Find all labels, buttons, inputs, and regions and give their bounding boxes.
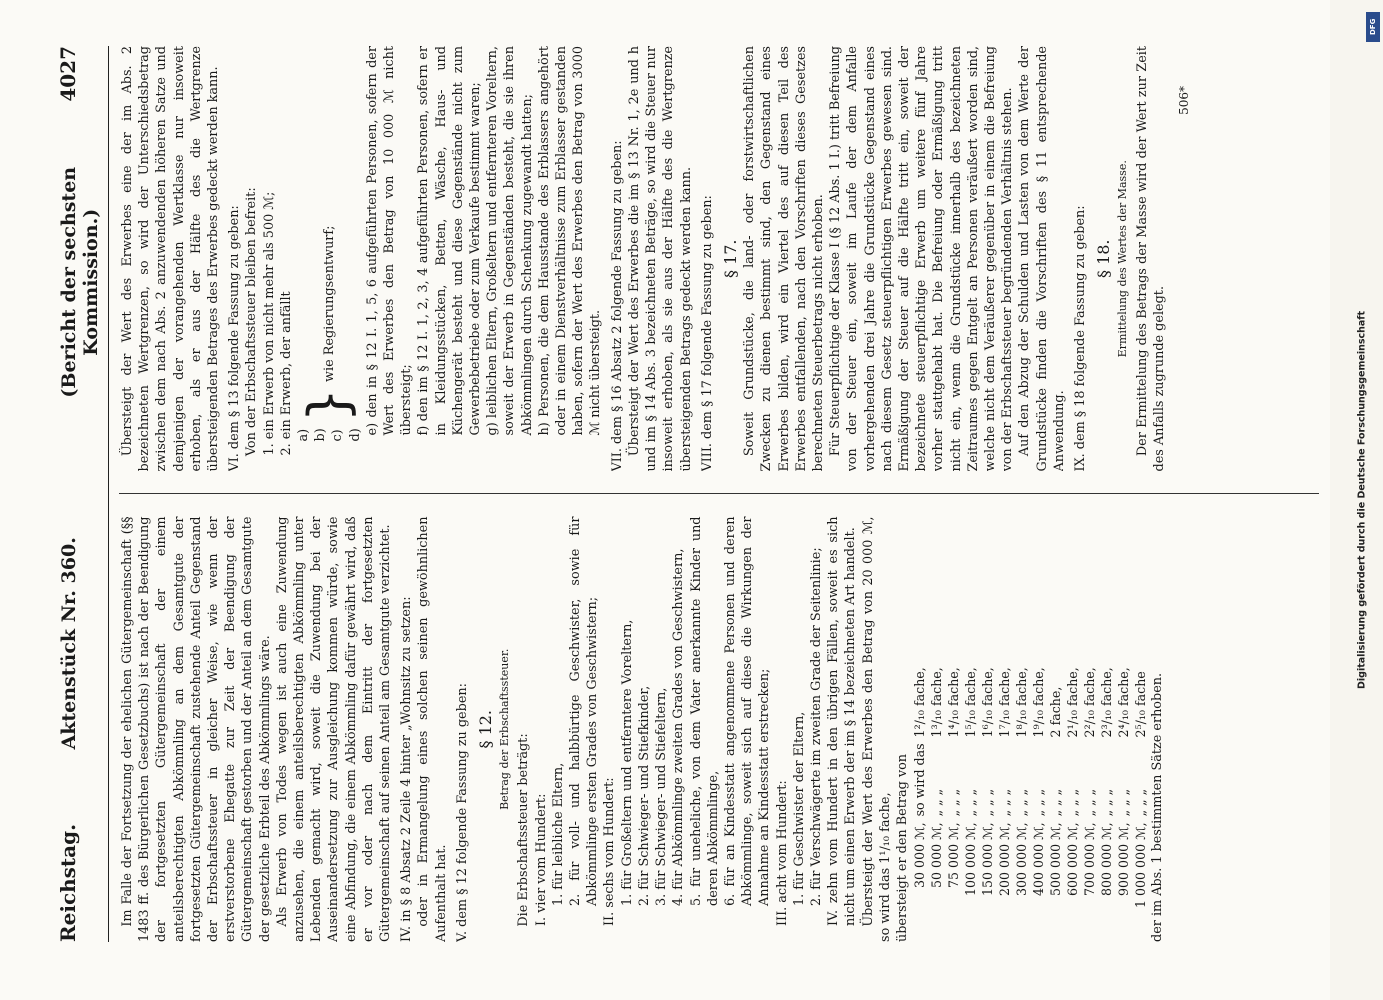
list-item: 4. für Abkömmlinge zweiten Grades von Geschwistern,	[671, 548, 687, 906]
list-letter: c)	[330, 429, 346, 442]
left-column	[119, 517, 1319, 943]
header-middle: Aktenstück Nr. 360.	[58, 537, 80, 750]
rate-row	[1132, 661, 1149, 908]
rate-cell: 2¹/₁₀ fache,	[1065, 667, 1081, 738]
rate-cell: 700 000 ℳ,	[1082, 822, 1098, 896]
list-item: 1. ein Erwerb von nicht mehr als 500 ℳ;	[261, 191, 277, 456]
brace-text: wie Regierungsentwurf;	[321, 225, 337, 382]
paragraph-number: § 18.	[1094, 239, 1114, 279]
rate-row	[945, 661, 962, 908]
page-header	[56, 46, 109, 942]
paragraph: übersteigt er den Betrag von	[894, 753, 910, 942]
rate-cell: 1⁷/₁₀ fache,	[997, 667, 1013, 738]
list-item: f) den im § 12 I. 1, 2, 3, 4 aufgeführten Personen, sofern er in Kleidungsstücken, Betten, Wäsche, Haus- und Küchengerät besteht und diese Gegenstände nicht zum Gewerbebetriebe oder zum Verkaufe bestimmt waren;	[416, 46, 484, 436]
rate-row	[979, 661, 996, 908]
list-letter: a)	[296, 428, 312, 442]
paragraph: Auf den Abzug der Schulden und Lasten von dem Werte der Grundstücke finden die Vorschriften des § 11 entsprechende Anwendung.	[1017, 46, 1067, 472]
rate-cell: 200 000 ℳ,	[997, 822, 1013, 896]
paragraph-title: Ermittelung des Wertes der Masse.	[1116, 160, 1130, 358]
rate-cell: 30 000 ℳ,	[912, 822, 928, 888]
paragraph: Von der Erbschaftssteuer bleiben befreit:	[244, 187, 260, 457]
rate-cell: 800 000 ℳ,	[1099, 822, 1115, 896]
rate-cell: „ „ „	[1014, 788, 1030, 817]
paragraph: Übersteigt der Wert des Erwerbes den Betrag von 20 000 ℳ, so wird das 1¹/₁₀ fache,	[860, 516, 893, 942]
rate-row	[996, 661, 1013, 908]
rate-cell: „ „ „	[946, 788, 962, 817]
rate-row	[911, 661, 928, 908]
list-item: 3. für Schwieger- und Stiefeltern,	[654, 687, 670, 906]
list-heading: II. sechs vom Hundert:	[602, 777, 618, 926]
rate-cell: „ „ „	[1116, 788, 1132, 817]
column-divider	[119, 494, 1319, 495]
paragraph-number: § 12.	[476, 709, 496, 749]
paragraph: Als Erwerb von Todes wegen ist auch eine Zuwendung anzusehen, die einem anteilsberechtigten Abkömmling unter Lebenden gemacht wird, soweit die Zuwendung bei der Auseinandersetzung zur Ausgleichung kommen würde, sowie eine Abfindung, die einem Abkömmling dafür gewährt wird, daß er vor oder nach dem Eintritt der fortgesetzten Gütergemeinschaft auf seinen Anteil am Gesamtgute verzichtet.	[274, 516, 394, 942]
list-item: 2. für Verschwägerte im zweiten Grade der Seitenlinie;	[808, 547, 824, 906]
header-right-title: (Bericht der sechsten Kommission.)	[58, 166, 102, 398]
list-letter: d)	[347, 428, 363, 442]
list-item: 5. für uneheliche, von dem Vater anerkannte Kinder und deren Abkömmlinge,	[688, 516, 721, 906]
rate-row	[1098, 661, 1115, 908]
list-heading: IV. zehn vom Hundert in den übrigen Fällen, soweit es sich nicht um einen Erwerb der im § 14 bezeichneten Art handelt.	[826, 516, 859, 926]
paragraph: Die Erbschaftssteuer beträgt:	[516, 733, 532, 927]
list-item: 2. ein Erwerb, der anfällt	[278, 291, 294, 456]
rate-cell: 1⁹/₁₀ fache,	[1031, 667, 1047, 738]
rate-row	[962, 661, 979, 908]
rate-cell: 1⁴/₁₀ fache,	[946, 667, 962, 738]
rate-cell: „ „ „	[980, 788, 996, 817]
list-item: 2. für Schwieger- und Stiefkinder,	[636, 685, 652, 906]
rate-cell: „ „ „	[929, 788, 945, 817]
paragraph: Soweit Grundstücke, die land- oder forstwirtschaftlichen Zwecken zu dienen bestimmt sind, den Gegenstand eines Erwerbes bilden, wird ein Viertel des auf diesen Teil des Erwerbes entfallenden, nach den Vorschriften dieses Gesetzes berechneten Steuerbetrags nicht erhoben.	[742, 46, 826, 472]
list-heading: III. acht vom Hundert:	[774, 780, 790, 926]
dfg-logo: DFG	[1366, 12, 1380, 42]
rate-cell: 2⁴/₁₀ fache,	[1116, 667, 1132, 738]
paragraph: Übersteigt der Wert des Erwerbes eine der im Abs. 2 bezeichneten Wertgrenzen, so wird der Unterschiedsbetrag zwischen dem nach Abs. 2 anzuwendenden höheren Satze und demjenigen der vorangehenden Wertklasse nur insoweit erhoben, als er aus der Hälfte des die Wertgrenze übersteigenden Betrages des Erwerbes gedeckt werden kann.	[120, 46, 222, 472]
section-heading: V. dem § 12 folgende Fassung zu geben:	[454, 683, 470, 942]
rate-cell: 150 000 ℳ,	[980, 822, 996, 896]
header-left: Reichstag.	[56, 823, 80, 942]
section-heading: VII. dem § 16 Absatz 2 folgende Fassung zu geben:	[609, 140, 625, 472]
rate-cell: 900 000 ℳ,	[1116, 822, 1132, 896]
rate-row	[1064, 661, 1081, 908]
rate-cell: 1 000 000 ℳ,	[1133, 822, 1149, 908]
rate-cell: 600 000 ℳ,	[1065, 822, 1081, 896]
rate-row	[1030, 661, 1047, 908]
rate-cell: „ „ „	[997, 788, 1013, 817]
paragraph: der im Abs. 1 bestimmten Sätze erhoben.	[1150, 672, 1166, 942]
brace-group	[295, 46, 364, 472]
rate-cell: 300 000 ℳ,	[1014, 822, 1030, 896]
text-columns	[119, 46, 1319, 942]
rate-cell: 1⁶/₁₀ fache,	[980, 667, 996, 738]
list-item: 6. für an Kindesstatt angenommene Personen und deren Abkömmlinge, soweit sich auf diese die Wirkungen der Annahme an Kindesstatt erstrecken;	[722, 516, 773, 906]
brace-icon: }	[297, 387, 361, 423]
paragraph: Für Steuerpflichtige der Klasse I (§ 12 Abs. 1 I.) tritt Befreiung von der Steuer ein, soweit im Laufe der dem Anfalle vorhergehenden drei Jahre die Grundstücke Gegenstand eines nach diesem Gesetz steuerpflichtigen Erwerbes gewesen sind. Ermäßigung der Steuer auf die Hälfte tritt ein, soweit der bezeichnete steuerpflichtige Erwerb um weitere fünf Jahre vorher stattgehabt hat. Die Befreiung oder Ermäßigung tritt nicht ein, wenn die Grundstücke innerhalb des bezeichneten Zeitraumes gegen Entgelt an Personen veräußert worden sind, welche nicht dem Veräußerer gegenüber in einem die Befreiung von der Erbschaftssteuer begründenden Verhältnis stehen.	[828, 46, 1016, 472]
paragraph: oder in Ermangelung eines solchen seinen gewöhnlichen Aufenthalt hat.	[416, 516, 449, 942]
rate-cell: 75 000 ℳ,	[946, 822, 962, 888]
rate-cell: 50 000 ℳ,	[929, 822, 945, 888]
signature-mark: 506*	[1176, 86, 1191, 115]
rate-cell: „ „ „	[1065, 788, 1081, 817]
paragraph-number: § 17.	[720, 239, 740, 279]
rate-row	[1081, 661, 1098, 908]
rate-row	[1047, 661, 1064, 908]
list-item: h) Personen, die dem Hausstande des Erblassers angehört oder in einem Dienstverhältnisse zum Erblasser gestanden haben, sofern der Wert des Erwerbes den Betrag von 3000 ℳ nicht übersteigt.	[536, 46, 604, 436]
rate-cell: 2²/₁₀ fache,	[1082, 667, 1098, 738]
section-heading: IX. dem § 18 folgende Fassung zu geben:	[1072, 205, 1088, 472]
paragraph: Im Falle der Fortsetzung der ehelichen Gütergemeinschaft (§§ 1483 ff. des Bürgerlichen Gesetzbuchs) ist nach der Beendigung der fortgesetzten Gütergemeinschaft der einem anteilsberechtigten Abkömmling an dem Gesamtgute der fortgesetzten Gütergemeinschaft zustehende Anteil Gegenstand der Erbschaftssteuer in gleicher Weise, wie wenn der erstverstorbene Ehegatte zur Zeit der Beendigung der Gütergemeinschaft gestorben und der Anteil an dem Gesamtgute der gesetzliche Erbteil des Abkömmlings wäre.	[120, 516, 273, 942]
rate-cell: 100 000 ℳ,	[963, 822, 979, 896]
list-heading: I. vier vom Hundert:	[533, 793, 549, 926]
paragraph: Der Ermittelung des Betrags der Masse wird der Wert zur Zeit des Anfalls zugrunde gelegt.	[1134, 46, 1167, 472]
right-column	[119, 46, 1319, 472]
rate-cell: „ „ „	[1099, 788, 1115, 817]
section-heading: VIII. dem § 17 folgende Fassung zu geben:	[699, 195, 715, 472]
rate-row	[1013, 661, 1030, 908]
section-heading: VI. dem § 13 folgende Fassung zu geben:	[227, 205, 243, 472]
rate-cell: so wird das	[912, 743, 928, 817]
list-item: e) den in § 12 I. 1, 5, 6 aufgeführten Personen, sofern der Wert des Erwerbes den Betrag von 10 000 ℳ nicht übersteigt;	[364, 46, 415, 436]
paragraph: Übersteigt der Wert des Erwerbes die im § 13 Nr. 1, 2e und h und im § 14 Abs. 3 bezeichneten Beträge, so wird die Steuer nur insoweit erhoben, als sie aus der Hälfte des die Wertgrenze übersteigenden Betrags gedeckt werden kann.	[626, 46, 694, 472]
rate-table	[911, 661, 1149, 908]
list-item: 2. für voll- und halbbürtige Geschwister, sowie für Abkömmlinge ersten Grades von Geschwistern;	[568, 516, 601, 906]
rate-cell: „ „ „	[1133, 788, 1149, 817]
rate-row	[1115, 661, 1132, 908]
section-heading: IV. in § 8 Absatz 2 Zeile 4 hinter „Wohnsitz zu setzen:	[399, 596, 415, 942]
rate-cell: 2³/₁₀ fache,	[1099, 667, 1115, 738]
rate-cell: „ „ „	[1082, 788, 1098, 817]
rate-cell: 400 000 ℳ,	[1031, 822, 1047, 896]
list-letter: b)	[313, 428, 329, 442]
rate-cell: 1⁸/₁₀ fache,	[1014, 667, 1030, 738]
rate-cell: 1⁵/₁₀ fache,	[963, 667, 979, 738]
rate-cell: 2 fache,	[1048, 686, 1064, 738]
list-item: 1. für Großeltern und entferntere Voreltern,	[619, 619, 635, 906]
list-item: 1. für leibliche Eltern,	[550, 762, 566, 906]
rate-cell: 1²/₁₀ fache,	[912, 667, 928, 738]
list-item: g) leiblichen Eltern, Großeltern und entfernteren Voreltern, soweit der Erwerb in Gegenständen besteht, die sie ihren Abkömmlingen durch Schenkung zugewandt hatten;	[485, 46, 535, 436]
rate-cell: 500 000 ℳ,	[1048, 822, 1064, 896]
rate-cell: „ „ „	[963, 788, 979, 817]
page-number: 4027	[56, 46, 80, 102]
rate-row	[928, 661, 945, 908]
rate-cell: 1³/₁₀ fache,	[929, 667, 945, 738]
rate-cell: 2⁵/₁₀ fache	[1133, 671, 1149, 738]
rate-cell: „ „ „	[1048, 788, 1064, 817]
paragraph-title: Betrag der Erbschaftssteuer.	[498, 648, 512, 810]
rate-cell: „ „ „	[1031, 788, 1047, 817]
digitization-note: Digitalisierung gefördert durch die Deutsche Forschungsgemeinschaft	[1356, 311, 1368, 689]
list-item: 1. für Geschwister der Eltern,	[791, 711, 807, 906]
